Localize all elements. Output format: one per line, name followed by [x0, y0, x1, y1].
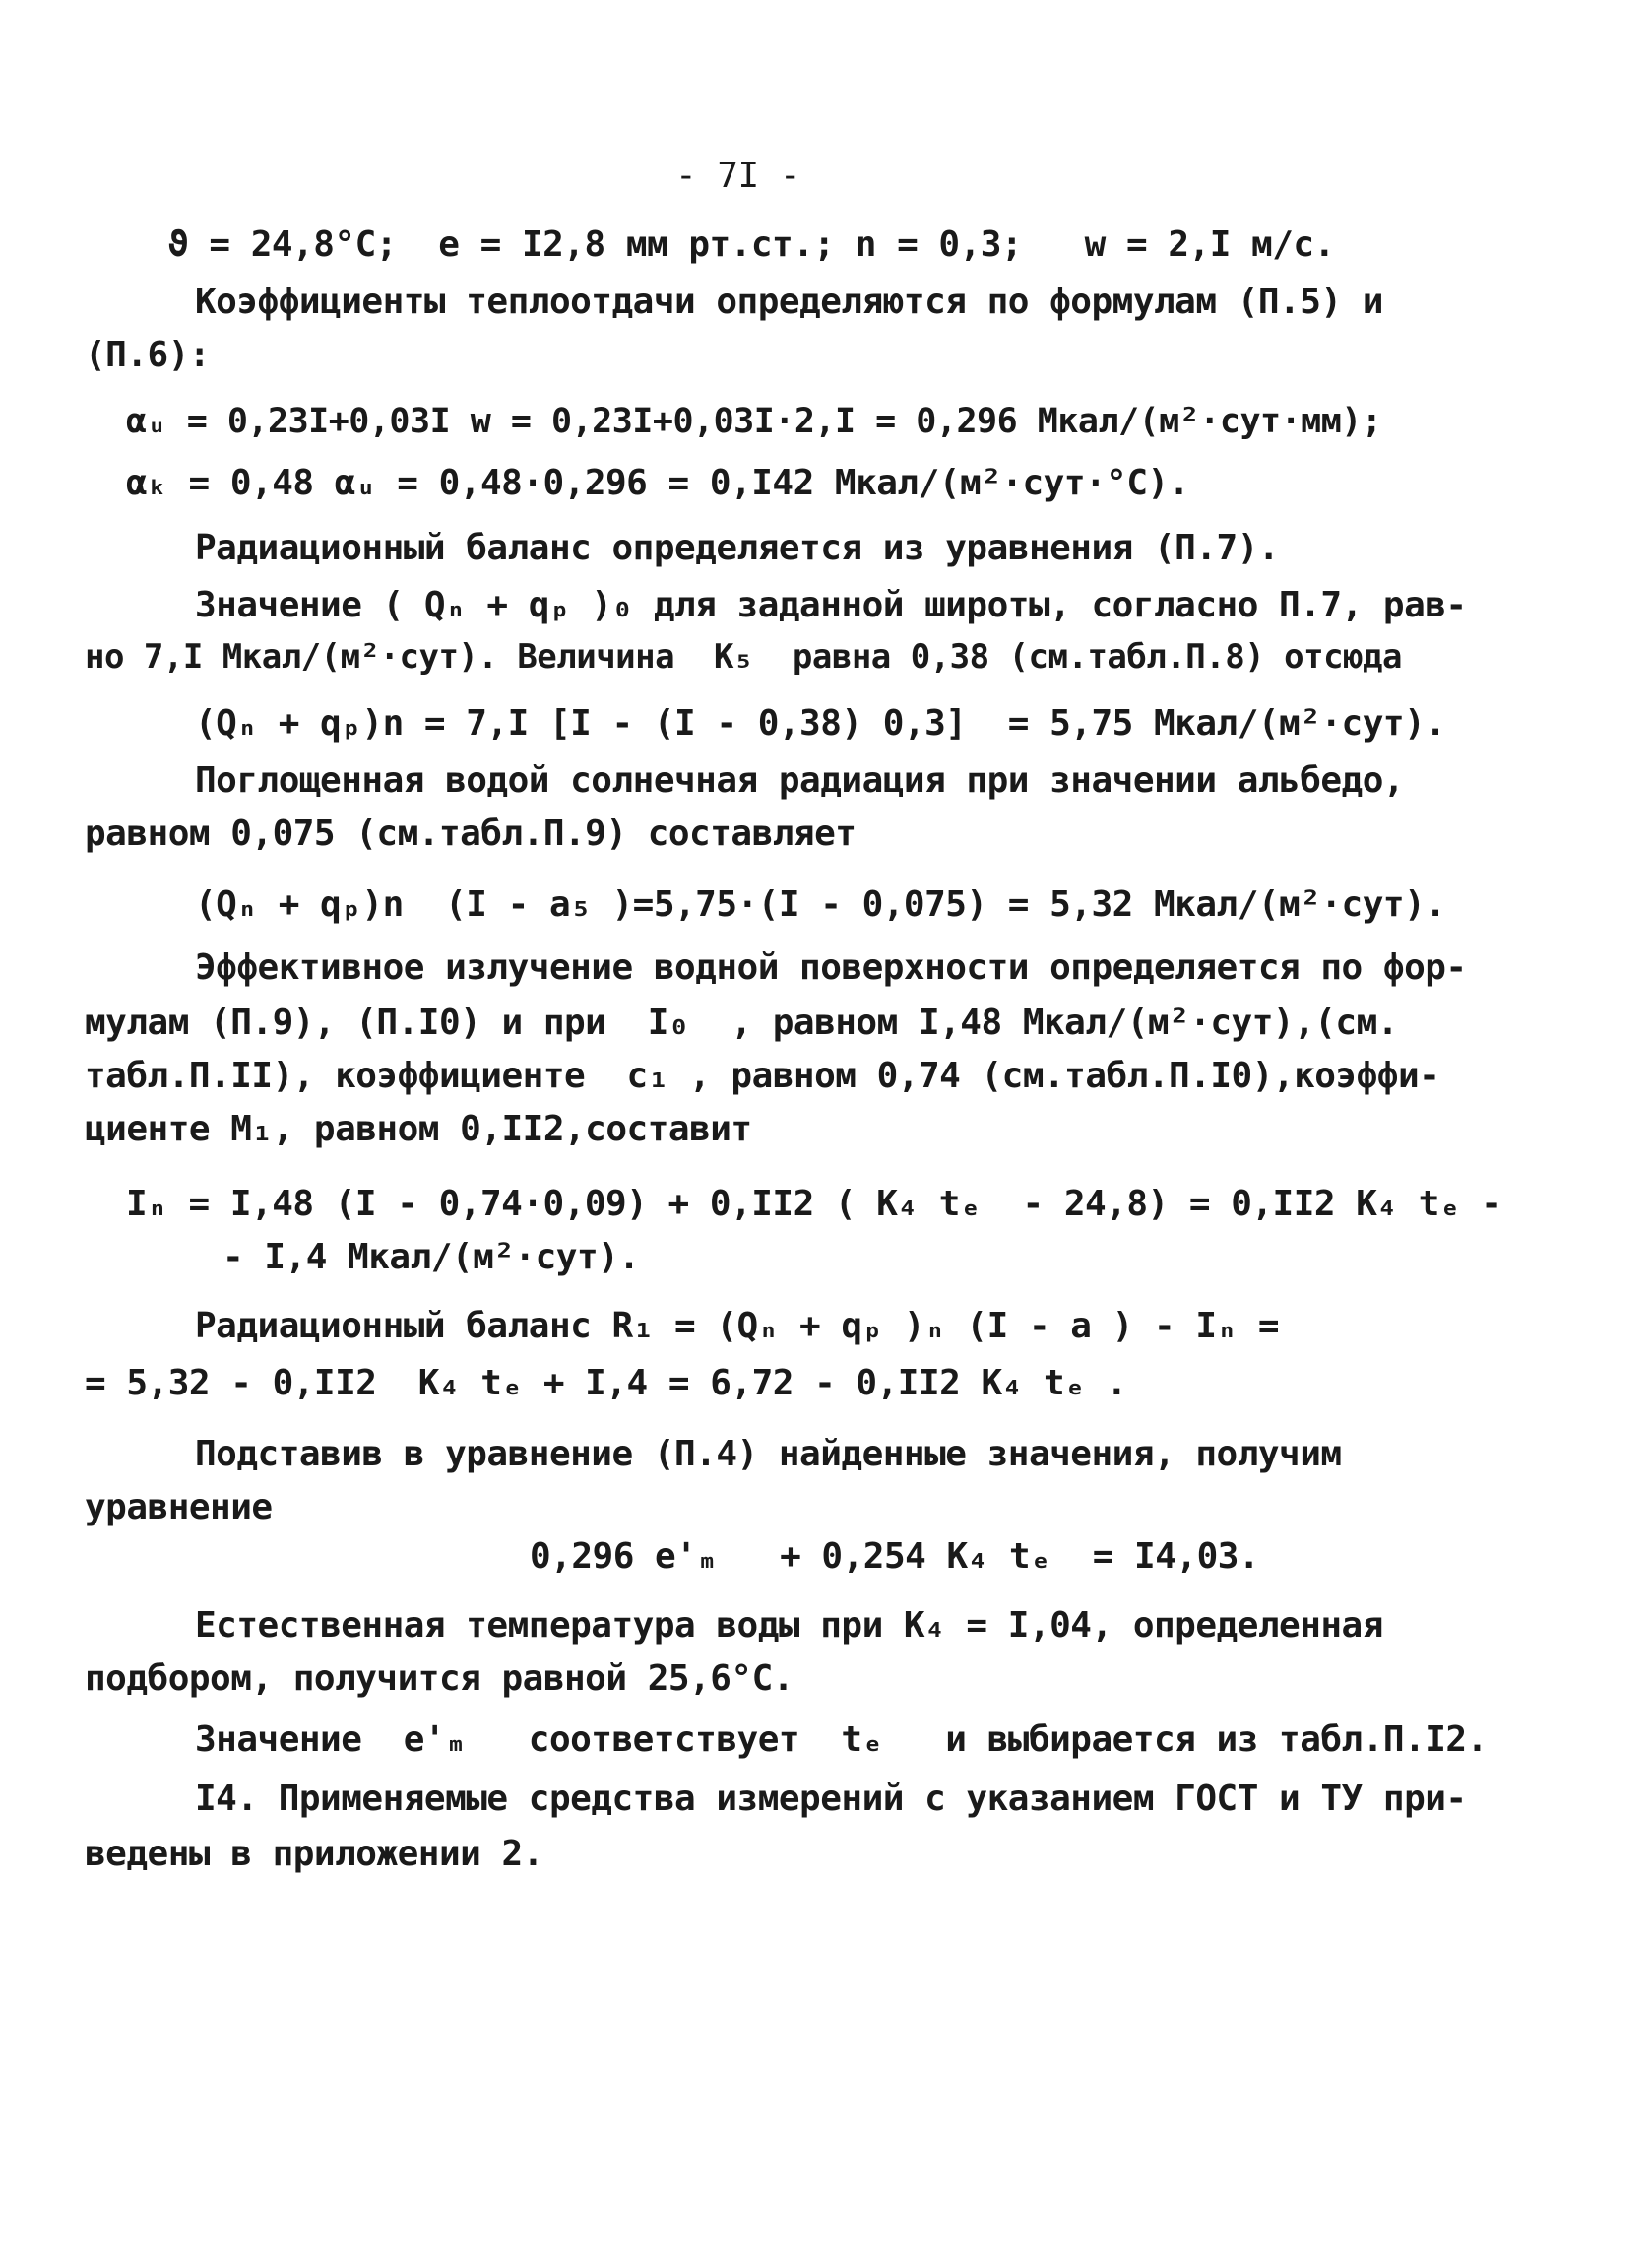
formula-line: Iₙ = I,48 (I - 0,74·0,09) + 0,II2 ( K₄ tₑ - 24,8) = 0,II2 K₄ tₑ -	[126, 1184, 1502, 1224]
text-line: но 7,I Мкал/(м²·сут). Величина K₅ равна 0,38 (см.табл.П.8) отсюда	[85, 637, 1402, 677]
formula-line: αₖ = 0,48 αᵤ = 0,48·0,296 = 0,I42 Мкал/(м²·сут·°C).	[126, 463, 1189, 503]
text-line: (П.6):	[85, 335, 211, 375]
text-line: равном 0,075 (см.табл.П.9) составляет	[85, 813, 857, 854]
formula-line: = 5,32 - 0,II2 K₄ tₑ + I,4 = 6,72 - 0,II2 K₄ tₑ .	[85, 1363, 1127, 1403]
formula-line: Радиационный баланс R₁ = (Qₙ + qₚ )ₙ (I - a ) - Iₙ =	[195, 1306, 1280, 1346]
formula-line: 0,296 e'ₘ + 0,254 K₄ tₑ = I4,03.	[530, 1536, 1260, 1577]
text-line: ϑ = 24,8°C; e = I2,8 мм рт.ст.; n = 0,3; w = 2,I м/с.	[167, 225, 1335, 265]
formula-line: (Qₙ + qₚ)n = 7,I [I - (I - 0,38) 0,3] = 5,75 Мкал/(м²·сут).	[195, 703, 1446, 744]
text-line: Поглощенная водой солнечная радиация при значении альбедо,	[195, 760, 1405, 801]
text-line: мулам (П.9), (П.I0) и при I₀ , равном I,48 Мкал/(м²·сут),(см.	[85, 1003, 1398, 1043]
text-line: Значение ( Qₙ + qₚ )₀ для заданной широты, согласно П.7, рав-	[195, 585, 1467, 625]
text-line: Значение e'ₘ соответствует tₑ и выбирается из табл.П.I2.	[195, 1719, 1488, 1760]
text-line: Эффективное излучение водной поверхности определяется по фор-	[195, 947, 1467, 988]
text-line: I4. Применяемые средства измерений с указанием ГОСТ и ТУ при-	[195, 1779, 1467, 1819]
text-line: табл.П.II), коэффициенте c₁ , равном 0,74 (см.табл.П.I0),коэффи-	[85, 1056, 1440, 1096]
page-number: - 7I -	[675, 156, 801, 196]
text-line: циенте M₁, равном 0,II2,составит	[85, 1109, 752, 1149]
text-line: ведены в приложении 2.	[85, 1834, 543, 1874]
formula-line: - I,4 Мкал/(м²·сут).	[222, 1237, 640, 1277]
text-line: Естественная температура воды при K₄ = I,04, определенная	[195, 1605, 1383, 1646]
formula-line: αᵤ = 0,23I+0,03I w = 0,23I+0,03I·2,I = 0,296 Мкал/(м²·сут·мм);	[126, 402, 1382, 441]
text-line: уравнение	[85, 1487, 273, 1527]
text-line: подбором, получится равной 25,6°C.	[85, 1658, 794, 1699]
text-line: Подставив в уравнение (П.4) найденные значения, получим	[195, 1434, 1342, 1474]
text-line: Радиационный баланс определяется из уравнения (П.7).	[195, 528, 1280, 568]
formula-line: (Qₙ + qₚ)n (I - a₅ )=5,75·(I - 0,075) = 5,32 Мкал/(м²·сут).	[195, 884, 1446, 925]
text-line: Коэффициенты теплоотдачи определяются по формулам (П.5) и	[195, 282, 1383, 322]
